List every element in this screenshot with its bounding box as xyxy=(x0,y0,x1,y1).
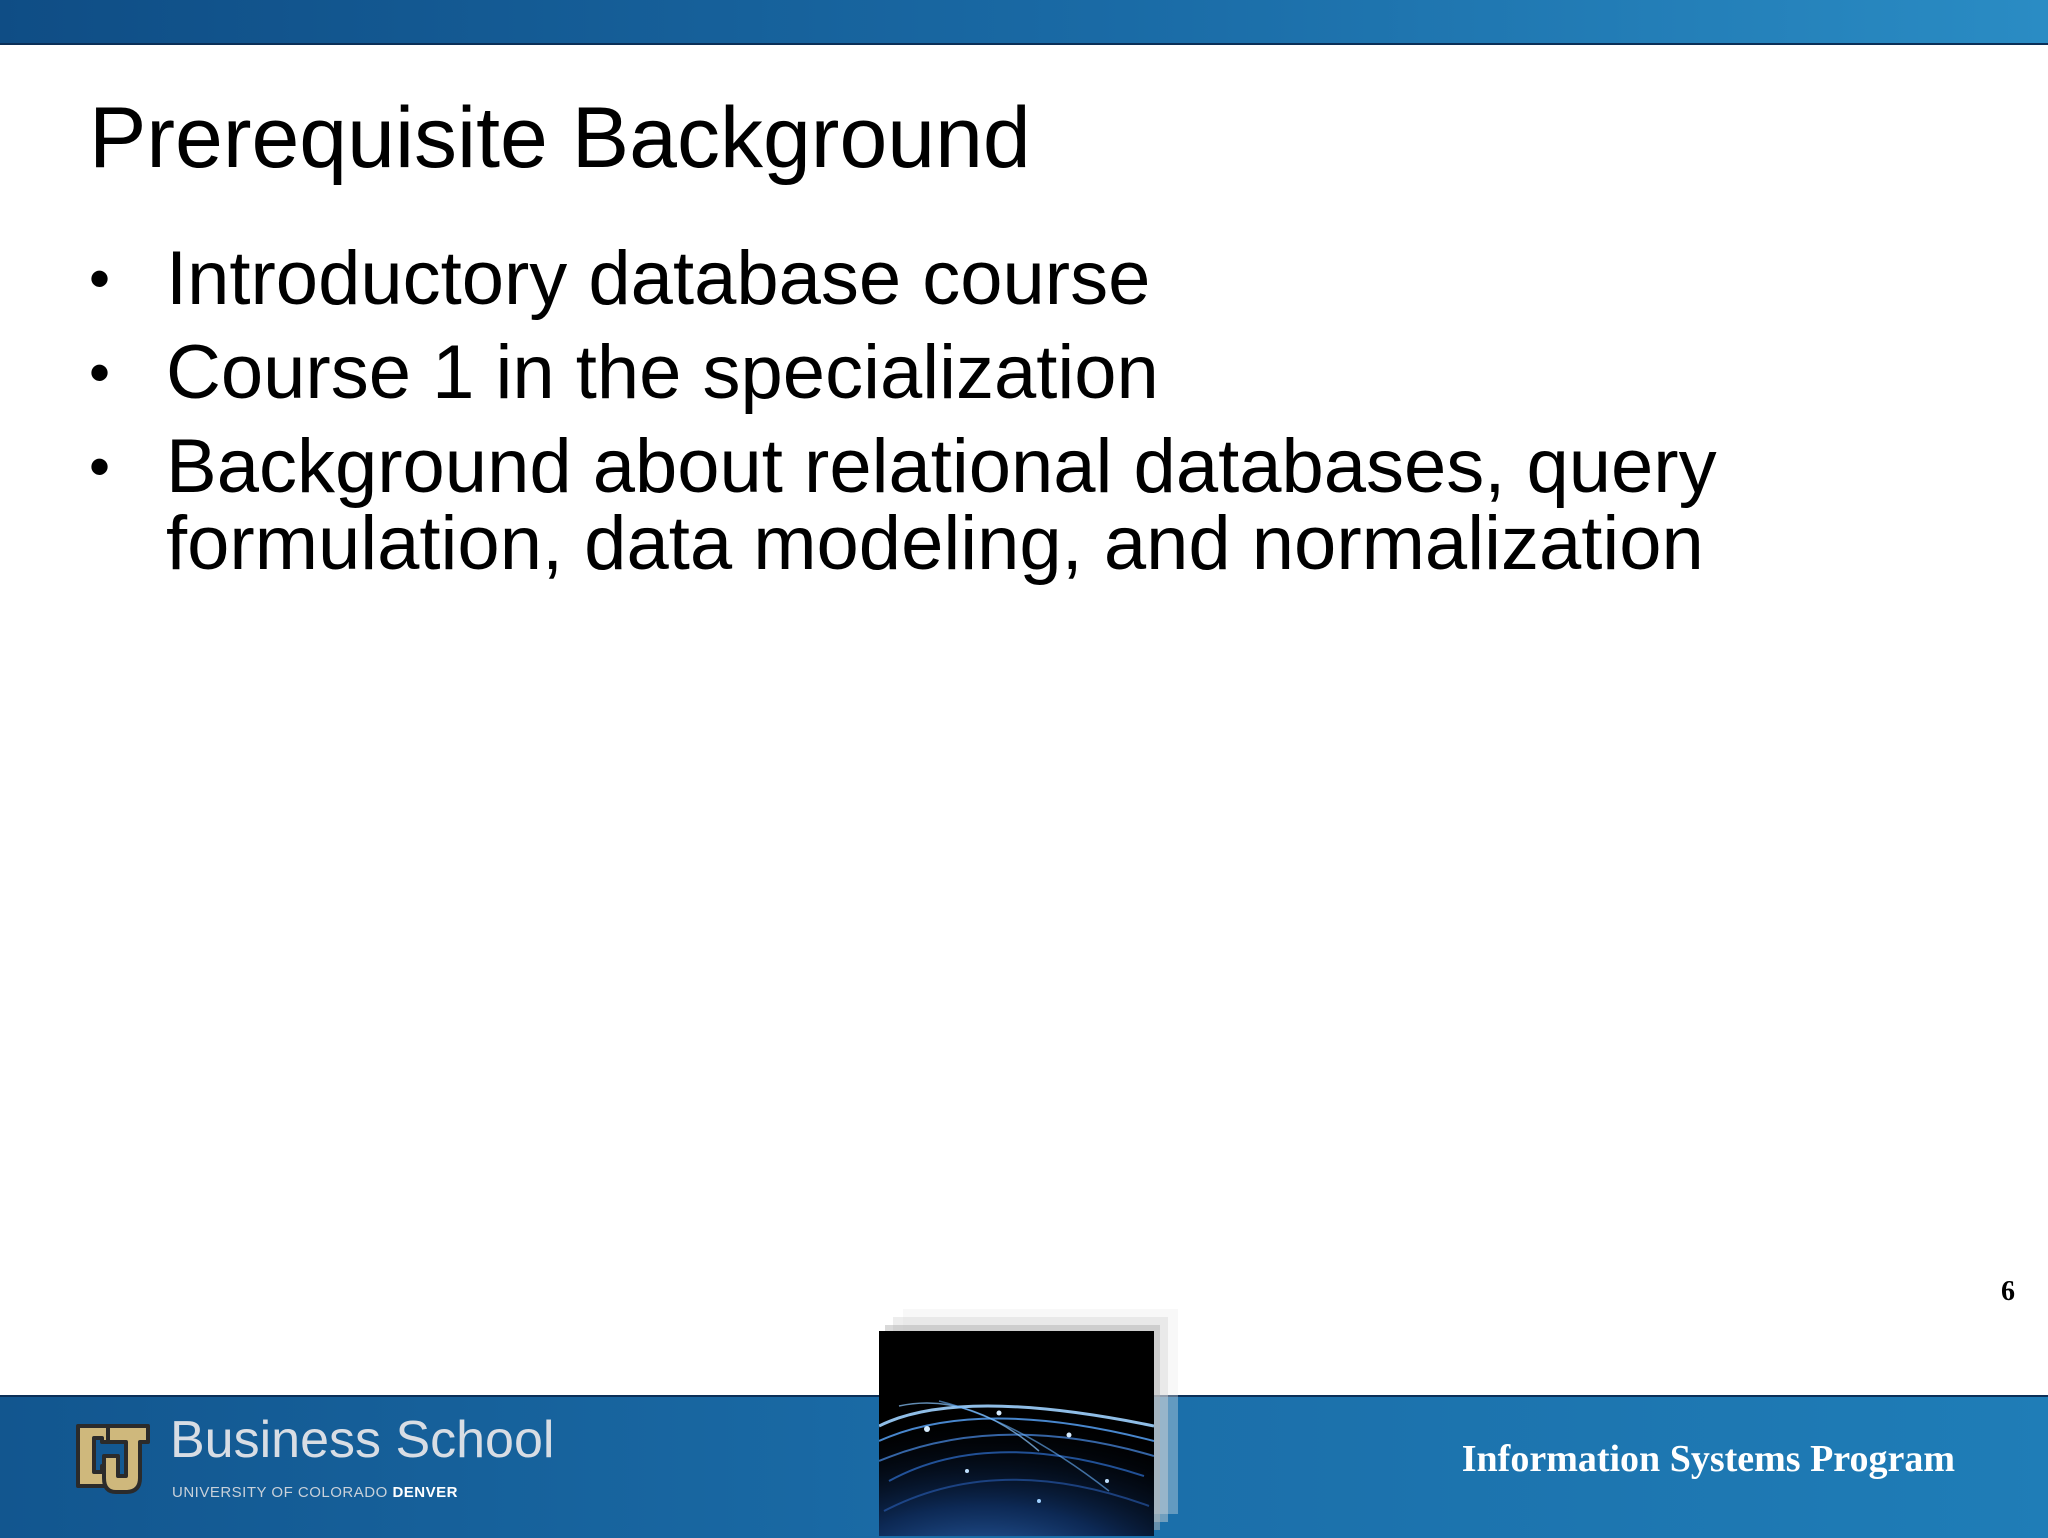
bullet-text: Background about relational databases, query formulation, data modeling, and normalization xyxy=(166,424,1717,586)
page-number: 6 xyxy=(2001,1276,2015,1307)
logo-school-name: Business School xyxy=(170,1411,555,1469)
bullet-marker: • xyxy=(89,245,111,312)
business-school-logo xyxy=(72,1410,555,1520)
bullet-text: Course 1 in the specialization xyxy=(166,330,1159,415)
logo-university-name xyxy=(172,1484,458,1501)
cu-logo-icon xyxy=(72,1416,152,1496)
bullet-item xyxy=(89,330,1969,415)
bullet-item xyxy=(89,236,1969,321)
bullet-text: Introductory database course xyxy=(166,236,1151,321)
logo-university-campus: DENVER xyxy=(392,1484,458,1501)
top-banner xyxy=(0,0,2048,45)
program-name: Information Systems Program xyxy=(1461,1438,1955,1480)
bullet-marker: • xyxy=(89,433,111,500)
bullet-list xyxy=(89,236,1969,599)
bullet-item xyxy=(89,424,1969,586)
network-globe-image xyxy=(879,1331,1154,1536)
bullet-marker: • xyxy=(89,339,111,406)
logo-university-prefix: UNIVERSITY OF COLORADO xyxy=(172,1484,388,1501)
network-globe-graphic xyxy=(879,1331,1154,1536)
slide-title: Prerequisite Background xyxy=(89,90,1031,186)
